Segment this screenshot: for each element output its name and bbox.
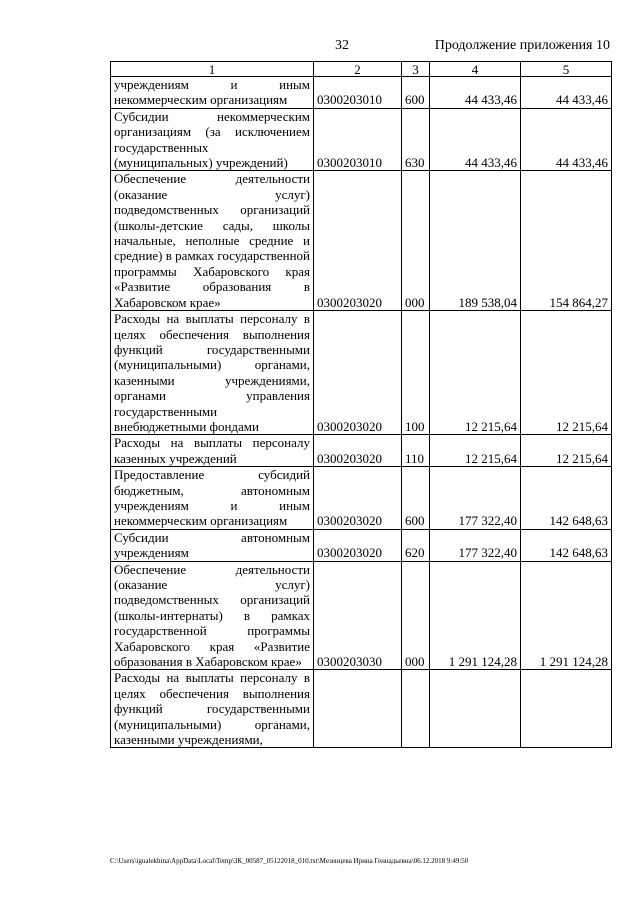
row-code: 0300203020 bbox=[314, 529, 402, 561]
row-name: Обеспечение деятельности (оказание услуг) подведомственных организаций (школы-детские сады, школы начальные, неполные средние и средние) в рамках государственной программы Хабаровского края «Развитие образования в Хабаровском крае» bbox=[111, 171, 314, 311]
row-code: 0300203030 bbox=[314, 561, 402, 670]
row-value-2: 142 648,63 bbox=[521, 529, 612, 561]
column-header: 2 bbox=[314, 62, 402, 77]
row-value-1: 177 322,40 bbox=[430, 529, 521, 561]
row-code bbox=[314, 670, 402, 748]
row-value-1: 12 215,64 bbox=[430, 435, 521, 467]
table-row bbox=[111, 311, 612, 435]
table-row bbox=[111, 77, 612, 109]
column-header: 3 bbox=[402, 62, 430, 77]
table-header-row bbox=[111, 62, 612, 77]
row-name: Расходы на выплаты персоналу в целях обеспечения выполнения функций государственными (муниципальными) органами, казенными учреждениями, органами управления государственными внебюджетными фондами bbox=[111, 311, 314, 435]
column-header: 5 bbox=[521, 62, 612, 77]
row-value-2 bbox=[521, 670, 612, 748]
row-expense-type: 000 bbox=[402, 171, 430, 311]
row-code: 0300203010 bbox=[314, 77, 402, 109]
row-expense-type bbox=[402, 670, 430, 748]
row-value-2: 12 215,64 bbox=[521, 311, 612, 435]
column-header: 1 bbox=[111, 62, 314, 77]
row-value-1: 177 322,40 bbox=[430, 467, 521, 530]
appendix-label: Продолжение приложения 10 bbox=[434, 38, 610, 53]
row-expense-type: 100 bbox=[402, 311, 430, 435]
row-expense-type: 110 bbox=[402, 435, 430, 467]
row-name: Субсидии автономным учреждениям bbox=[111, 529, 314, 561]
row-code: 0300203020 bbox=[314, 467, 402, 530]
row-name: Обеспечение деятельности (оказание услуг) подведомственных организаций (школы-интернаты) в рамках государственной программы Хабаровского края «Развитие образования в Хабаровском крае» bbox=[111, 561, 314, 670]
row-code: 0300203020 bbox=[314, 435, 402, 467]
row-expense-type: 600 bbox=[402, 77, 430, 109]
footer-file-path: C:\Users\igualekhina\AppData\Local\Temp\ЗК_00587_05122018_010.txt\Мезенцева Ирина Геннадьевна\06.12.2018 9:49:50 bbox=[110, 857, 469, 865]
row-code: 0300203010 bbox=[314, 108, 402, 171]
row-value-2: 142 648,63 bbox=[521, 467, 612, 530]
row-expense-type: 630 bbox=[402, 108, 430, 171]
row-code: 0300203020 bbox=[314, 311, 402, 435]
row-name: Расходы на выплаты персоналу казенных учреждений bbox=[111, 435, 314, 467]
table-row bbox=[111, 171, 612, 311]
row-value-2: 12 215,64 bbox=[521, 435, 612, 467]
table-row bbox=[111, 435, 612, 467]
row-name: Субсидии некоммерческим организациям (за исключением государственных (муниципальных) учреждений) bbox=[111, 108, 314, 171]
row-value-1: 189 538,04 bbox=[430, 171, 521, 311]
row-value-2: 154 864,27 bbox=[521, 171, 612, 311]
row-value-2: 1 291 124,28 bbox=[521, 561, 612, 670]
table-row bbox=[111, 108, 612, 171]
row-value-1: 1 291 124,28 bbox=[430, 561, 521, 670]
table-row bbox=[111, 529, 612, 561]
row-value-2: 44 433,46 bbox=[521, 77, 612, 109]
row-expense-type: 620 bbox=[402, 529, 430, 561]
row-code: 0300203020 bbox=[314, 171, 402, 311]
table-row bbox=[111, 561, 612, 670]
row-value-1 bbox=[430, 670, 521, 748]
row-value-1: 44 433,46 bbox=[430, 108, 521, 171]
budget-table bbox=[110, 61, 612, 748]
row-name: Предоставление субсидий бюджетным, автономным учреждениям и иным некоммерческим организациям bbox=[111, 467, 314, 530]
row-name: учреждениям и иным некоммерческим организациям bbox=[111, 77, 314, 109]
table-row bbox=[111, 670, 612, 748]
table-row bbox=[111, 467, 612, 530]
row-value-1: 44 433,46 bbox=[430, 77, 521, 109]
row-expense-type: 000 bbox=[402, 561, 430, 670]
row-name: Расходы на выплаты персоналу в целях обеспечения выполнения функций государственными (муниципальными) органами, казенными учреждениями, bbox=[111, 670, 314, 748]
row-value-1: 12 215,64 bbox=[430, 311, 521, 435]
page-number: 32 bbox=[335, 38, 349, 53]
row-expense-type: 600 bbox=[402, 467, 430, 530]
row-value-2: 44 433,46 bbox=[521, 108, 612, 171]
column-header: 4 bbox=[430, 62, 521, 77]
